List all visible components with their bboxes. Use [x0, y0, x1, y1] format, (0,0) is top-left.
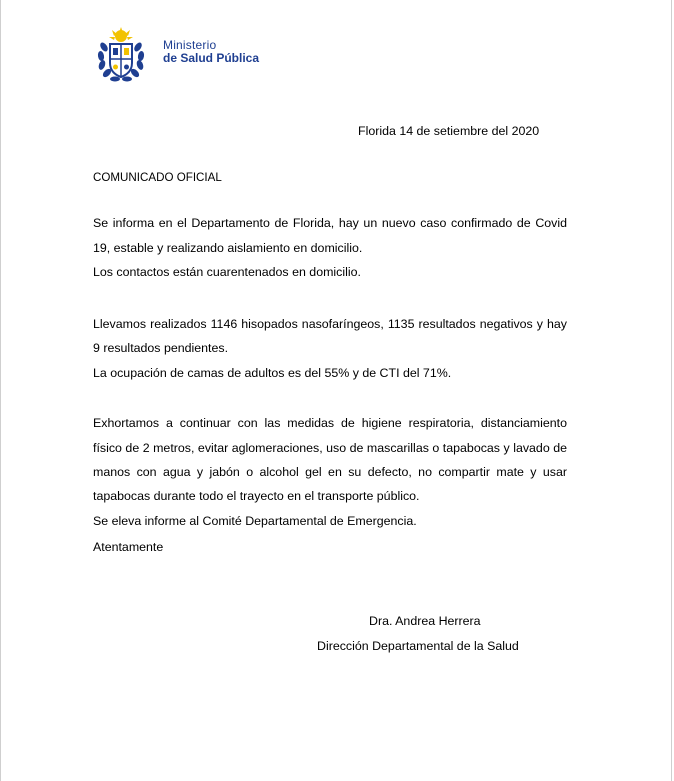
paragraph-line: Llevamos realizados 1146 hisopados nasofaríngeos, 1135 resultados negativos y hay — [93, 317, 567, 331]
logo-line-salud-publica: de Salud Pública — [163, 51, 260, 65]
closing-line: Atentamente — [93, 540, 164, 554]
letter-date: Florida 14 de setiembre del 2020 — [358, 124, 540, 138]
paragraph-line: 9 resultados pendientes. — [93, 341, 229, 355]
paragraph-line: Los contactos están cuarentenados en domicilio. — [93, 265, 361, 279]
paragraph-line: manos con agua y jabón o alcohol gel en su defecto, no compartir mate y usar — [93, 465, 567, 479]
paragraph-line: 19, estable y realizando aislamiento en domicilio. — [93, 241, 363, 255]
paragraph-line: Se eleva informe al Comité Departamental de Emergencia. — [93, 514, 417, 528]
paragraph-line: Exhortamos a continuar con las medidas de higiene respiratoria, distanciamiento — [93, 416, 567, 430]
letter-heading: COMUNICADO OFICIAL — [93, 171, 222, 184]
signer-name: Dra. Andrea Herrera — [369, 614, 481, 628]
ministry-logo — [95, 27, 285, 83]
logo-wordmark — [163, 39, 259, 65]
paragraph-line: físico de 2 metros, evitar aglomeraciones, uso de mascarillas o tapabocas y lavado de — [93, 441, 567, 455]
paragraph-line: tapabocas durante todo el trayecto en el transporte público. — [93, 489, 420, 503]
coat-of-arms-icon — [95, 27, 147, 83]
paragraph-line: Se informa en el Departamento de Florida, hay un nuevo caso confirmado de Covid — [93, 216, 567, 230]
signer-role: Dirección Departamental de la Salud — [317, 639, 519, 653]
paragraph-line: La ocupación de camas de adultos es del 55% y de CTI del 71%. — [93, 366, 452, 380]
page-left-border — [0, 0, 1, 781]
page-right-border — [671, 0, 672, 781]
logo-line-ministerio: Ministerio — [163, 38, 217, 52]
